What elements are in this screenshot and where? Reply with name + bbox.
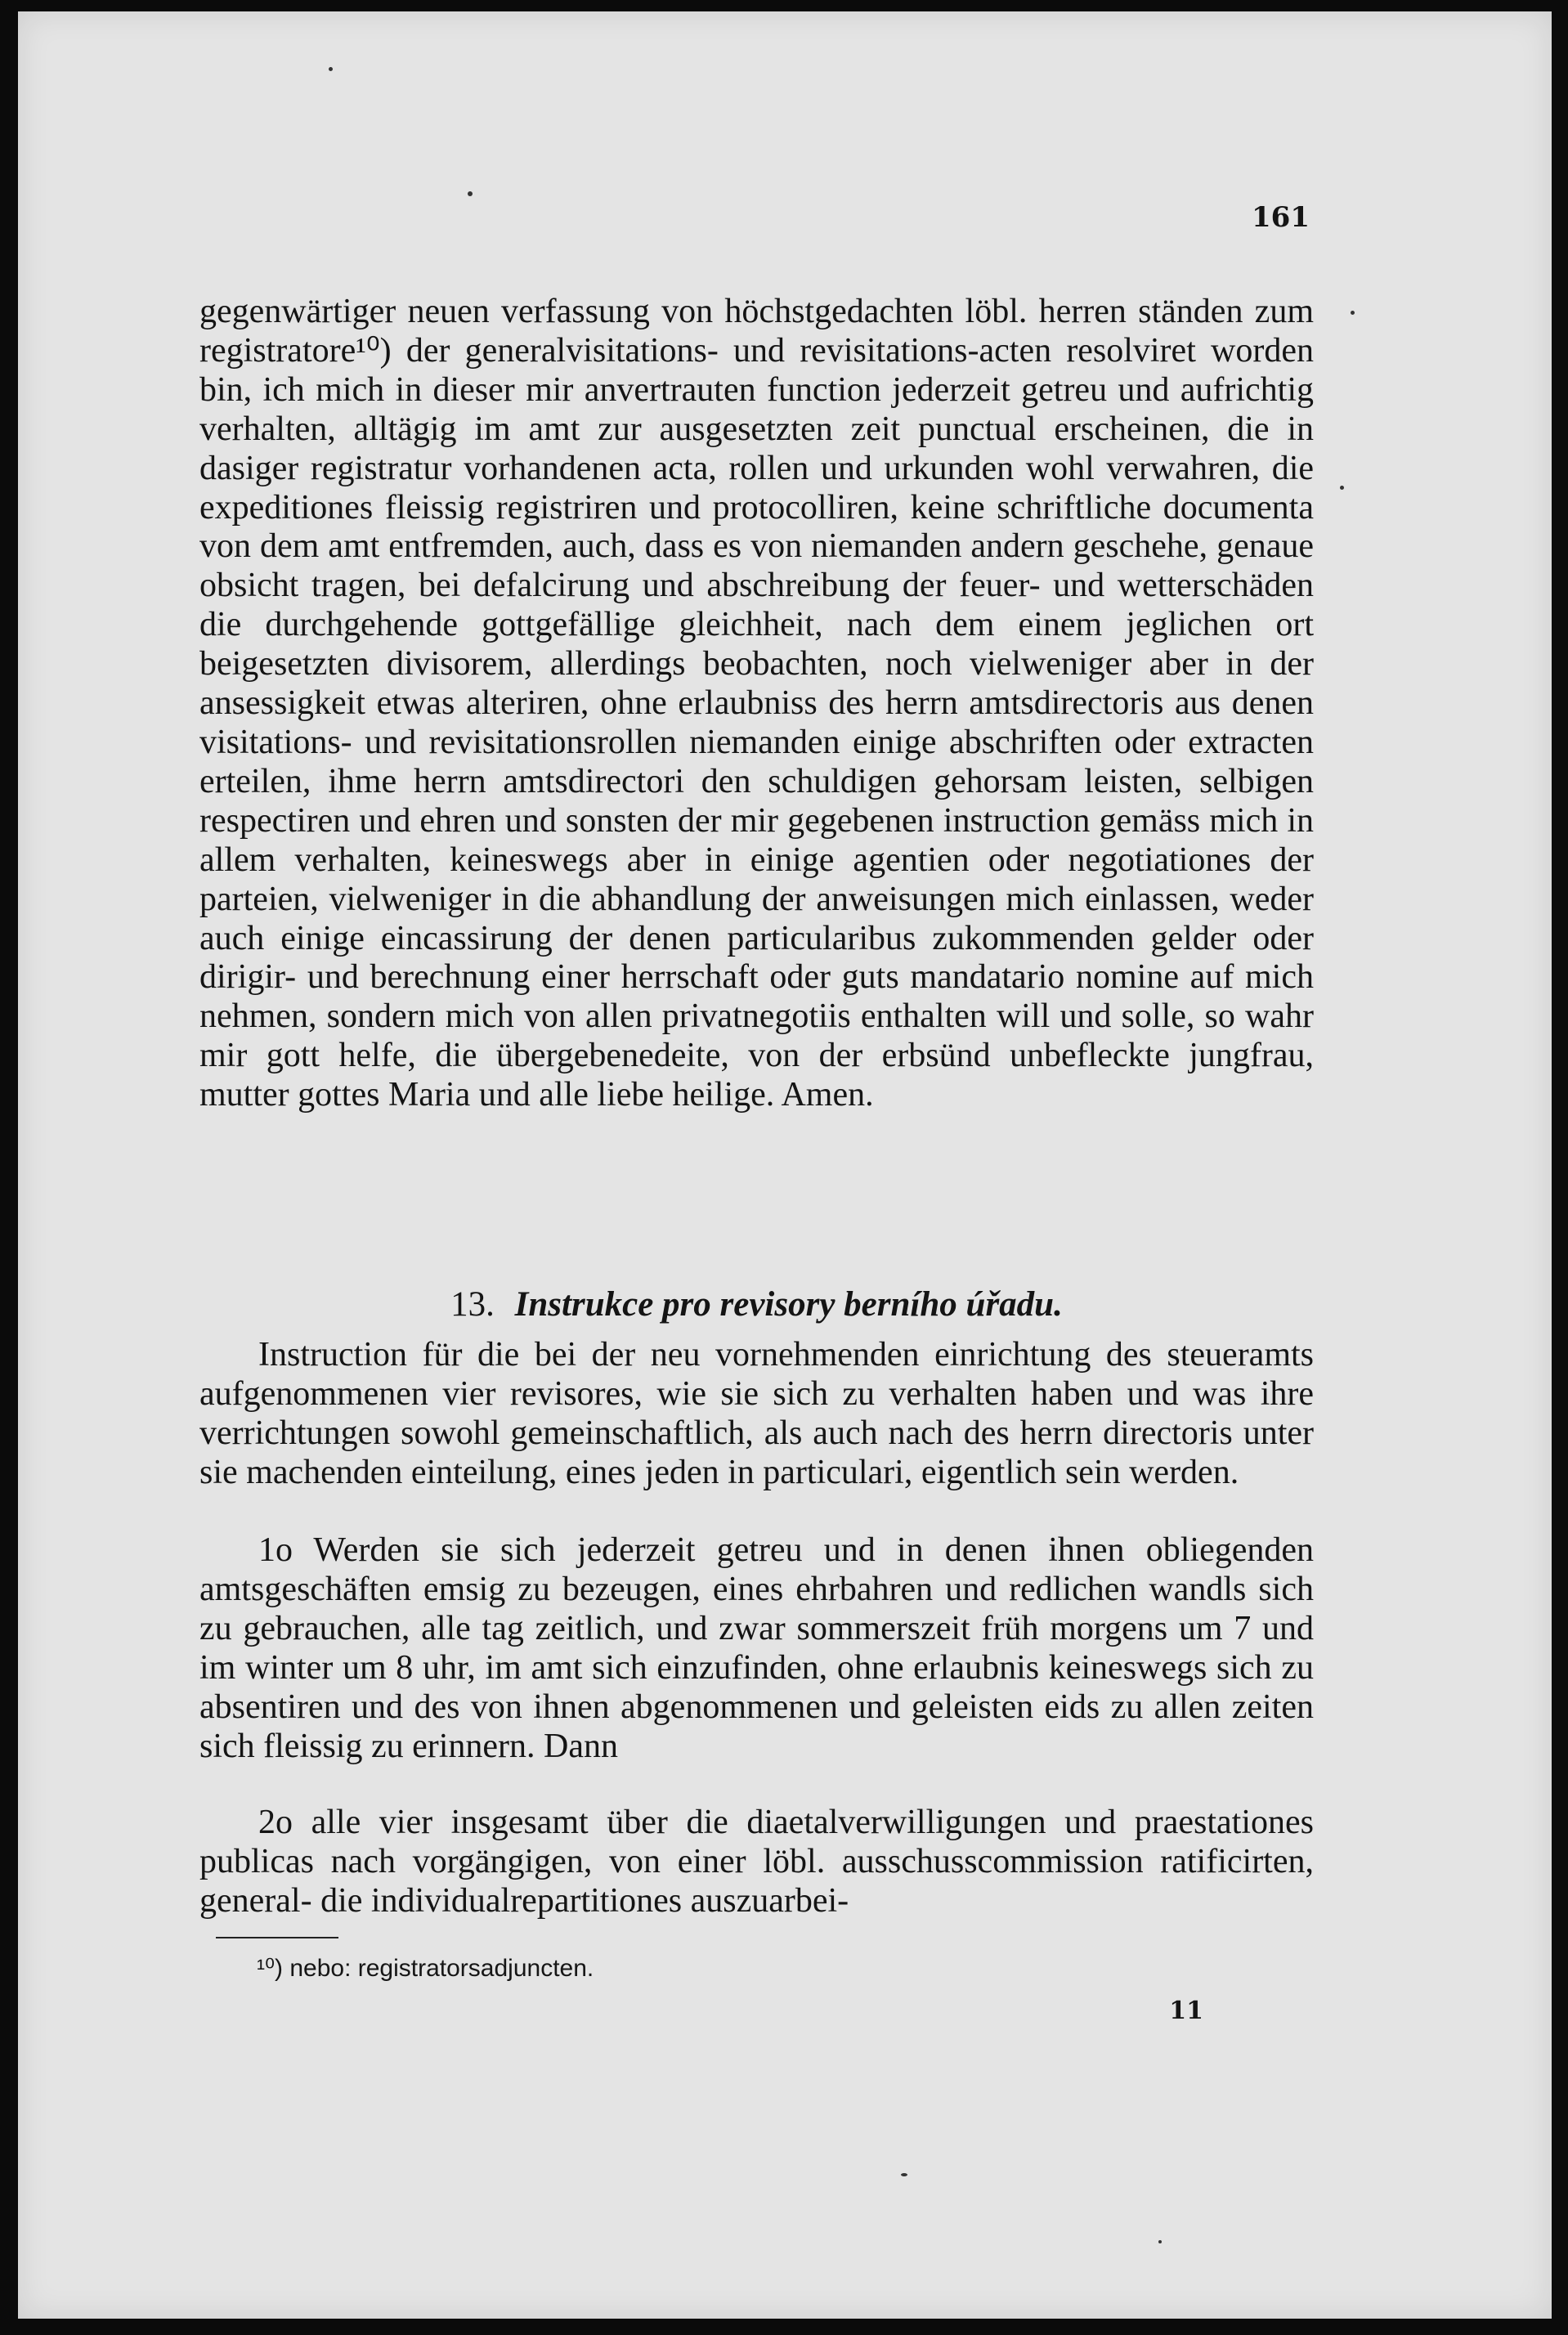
scan-speck — [468, 191, 473, 196]
item-2-paragraph: 2o alle vier insgesamt über die diaetalverwilligungen und praestationes publicas nach vorgängigen, von einer löbl. ausschusscommission ratificirten, general- die individualrepartitiones auszuarbei- — [199, 1804, 1314, 1920]
section-heading — [199, 1284, 1314, 1324]
footnote-divider — [216, 1937, 338, 1938]
opening-paragraph: gegenwärtiger neuen verfassung von höchstgedachten löbl. herren ständen zum registratore¹⁰) der generalvisitations- und revisitations-acten resolviret worden bin, ich mich in dieser mir anvertrauten function jederzeit getreu und aufrichtig verhalten, alltägig im amt zur ausgesetzten zeit punctual erscheinen, die in dasiger registratur vorhandenen acta, rollen und urkunden wohl verwahren, die expeditiones fleissig registriren und protocolliren, keine schriftliche documenta von dem amt entfremden, auch, dass es von niemanden andern geschehe, genaue obsicht tragen, bei defalcirung und abschreibung der feuer- und wetterschäden die durchgehende gottgefällige gleichheit, nach dem einem jeglichen ort beigesetzten divisorem, allerdings beobachten, noch vielweniger aber in der ansessigkeit etwas alteriren, ohne erlaubniss des herrn amtsdirectoris aus denen visitations- und revisitationsrollen niemanden einige abschriften oder extracten erteilen, ihme herrn amtsdirectori den schuldigen gehorsam leisten, selbigen respectiren und ehren und sonsten der mir gegebenen instruction gemäss mich in allem verhalten, keineswegs aber in einige agentien oder negotiationes der parteien, vielweniger in die abhandlung der anweisungen mich einlassen, weder auch einige eincassirung der denen particularibus zukommenden gelder oder dirigir- und berechnung einer herrschaft oder guts mandatario nomine auf mich nehmen, sondern mich von allen privatnegotiis enthalten will und solle, so wahr mir gott helfe, die übergebenedeite, von der erbsünd unbefleckte jungfrau, mutter gottes Maria und alle liebe heilige. Amen. — [199, 293, 1314, 1114]
sheet-signature: 11 — [1169, 1997, 1203, 2025]
scan-speck — [1340, 486, 1344, 490]
instruction-paragraph: Instruction für die bei der neu vornehmenden einrichtung des steueramts aufgenommenen vier revisores, wie sie sich zu verhalten haben und was ihre verrichtungen sowohl gemeinschaftlich, als auch nach des herrn directoris unter sie machenden einteilung, eines jeden in particulari, eigentlich sein werden. — [199, 1336, 1314, 1491]
scan-speck — [901, 2173, 907, 2176]
footnote: ¹⁰) nebo: registratorsadjuncten. — [257, 1955, 594, 1982]
section-number: 13. — [450, 1285, 495, 1324]
page-sheet — [18, 11, 1552, 2319]
scan-speck — [1158, 2240, 1162, 2243]
page-number: 161 — [1252, 201, 1310, 234]
scan-speck — [329, 67, 333, 71]
scan-speck — [1351, 311, 1355, 315]
section-title: Instrukce pro revisory berního úřadu. — [514, 1285, 1063, 1324]
item-1-paragraph: 1o Werden sie sich jederzeit getreu und in denen ihnen obliegenden amtsgeschäften emsig zu bezeugen, eines ehrbahren und redlichen wandls sich zu gebrauchen, alle tag zeitlich, und zwar sommerszeit früh morgens um 7 und im winter um 8 uhr, im amt sich einzufinden, ohne erlaubnis keineswegs sich zu absentiren und des von ihnen abgenommenen und geleisten eids zu allen zeiten sich fleissig zu erinnern. Dann — [199, 1531, 1314, 1765]
